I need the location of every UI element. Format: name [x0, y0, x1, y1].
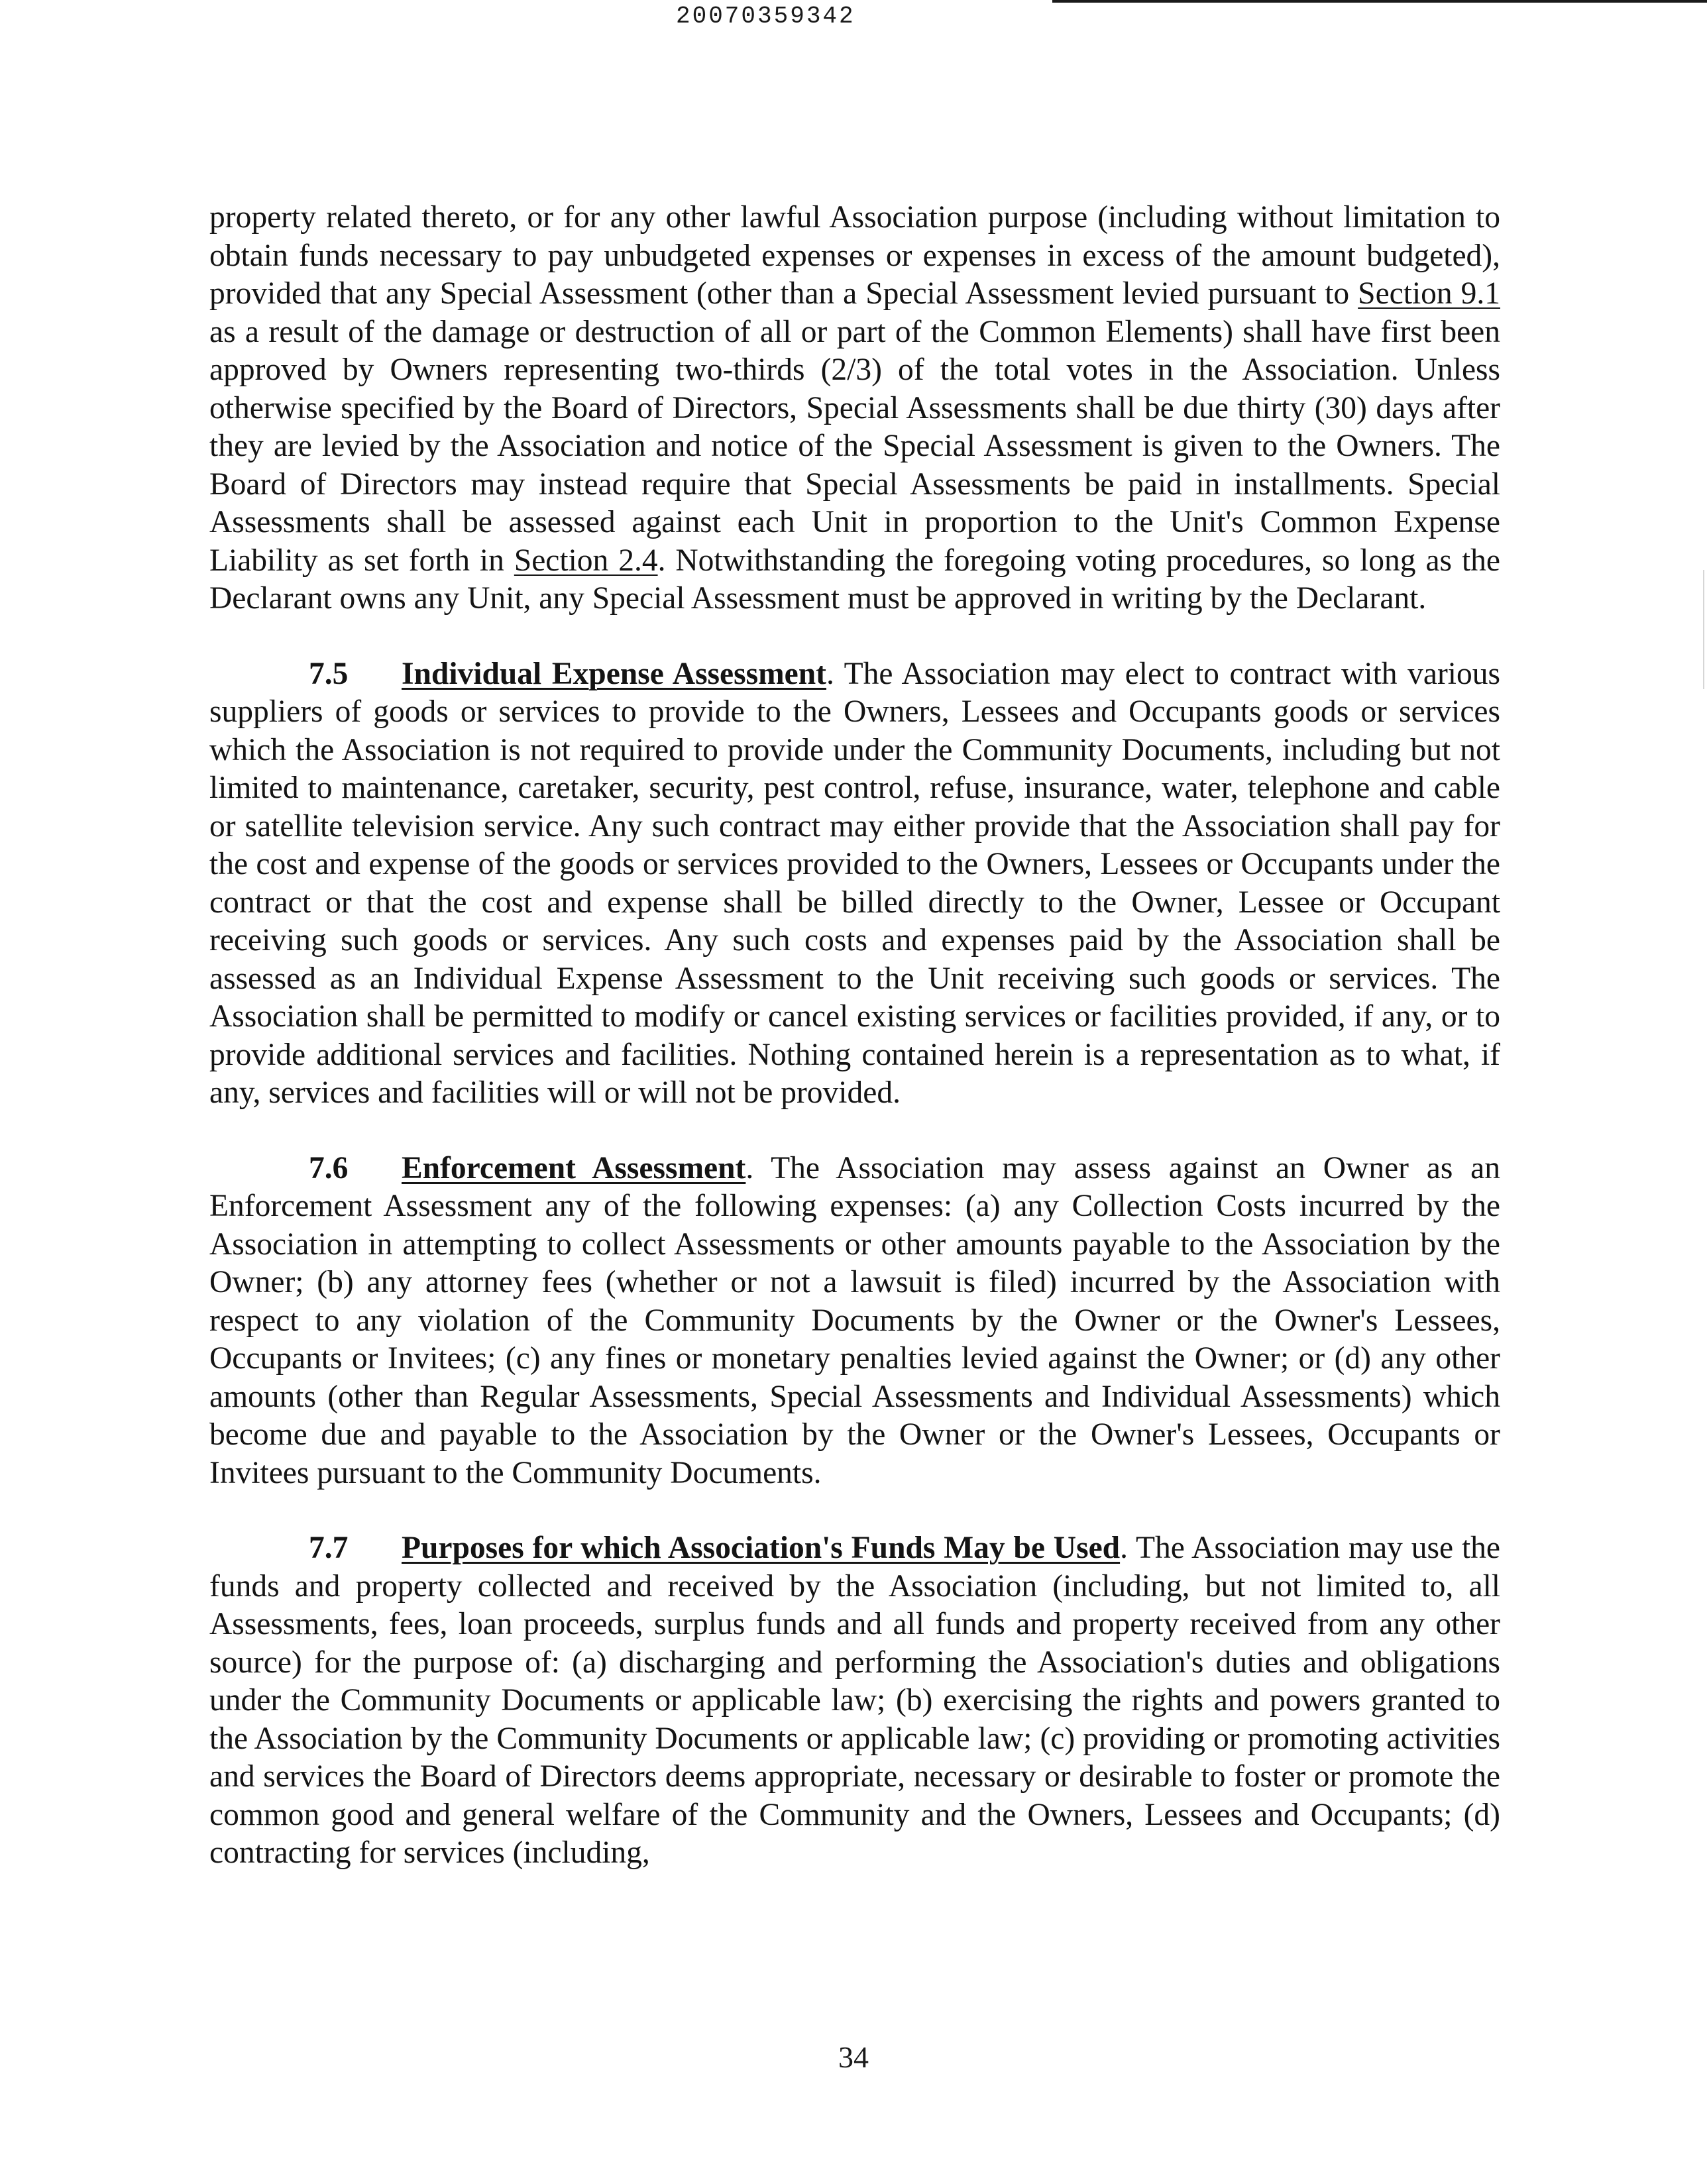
- section-body: . The Association may elect to contract with various suppliers of goods or services to provide to the Owners, Lessees and Occupants goods or services which the Association is not required to provide under the Community Documents, including but not limited to maintenance, caretaker, security, pest control, refuse, insurance, water, telephone and cable or satellite television service. Any such contract may either provide that the Association shall pay for the cost and expense of the goods or services provided to the Owners, Lessees or Occupants under the contract or that the cost and expense shall be billed directly to the Owner, Lessee or Occupant receiving such goods or services. Any such costs and expenses paid by the Association shall be assessed as an Individual Expense Assessment to the Unit receiving such goods or services. The Association shall be permitted to modify or cancel existing services or facilities provided, if any, or to provide additional services and facilities. Nothing contained herein is a representation as to what, if any, services and facilities will or will not be provided.: [209, 656, 1500, 1110]
- section-7-6: [209, 1150, 1500, 1493]
- body-text: [209, 199, 1500, 1910]
- document-number: 20070359342: [676, 3, 855, 30]
- section-body: . The Association may assess against an Owner as an Enforcement Assessment any of the following expenses: (a) any Collection Costs incurred by the Association in attempting to collect Assessments or other amounts payable to the Association by the Owner; (b) any attorney fees (whether or not a lawsuit is filed) incurred by the Association with respect to any violation of the Community Documents by the Owner or the Owner's Lessees, Occupants or Invitees; (c) any fines or monetary penalties levied against the Owner; or (d) any other amounts (other than Regular Assessments, Special Assessments and Individual Assessments) which become due and payable to the Association by the Owner or the Owner's Lessees, Occupants or Invitees pursuant to the Community Documents.: [209, 1150, 1500, 1490]
- continuation-text-a: property related thereto, or for any other lawful Association purpose (including without limitation to obtain funds necessary to pay unbudgeted expenses or expenses in excess of the amount budgeted), provided that any Special Assessment (other than a Special Assessment levied pursuant to: [209, 200, 1500, 311]
- section-heading: Individual Expense Assessment: [402, 656, 826, 691]
- section-reference-2-4: Section 2.4: [514, 543, 658, 578]
- continuation-text-c: . Notwithstanding the foregoing voting procedures, so long as the Declarant owns any Unit, any Special Assessment must be approved in writing by the Declarant.: [209, 543, 1500, 616]
- top-rule: [1052, 0, 1707, 3]
- section-number: 7.6: [309, 1150, 349, 1185]
- continuation-text-b: as a result of the damage or destruction of all or part of the Common Elements) shall have first been approved by Owners representing two-thirds (2/3) of the total votes in the Association. Unless otherwise specified by the Board of Directors, Special Assessments shall be due thirty (30) days after they are levied by the Association and notice of the Special Assessment is given to the Owners. The Board of Directors may instead require that Special Assessments be paid in installments. Special Assessments shall be assessed against each Unit in proportion to the Unit's Common Expense Liability as set forth in: [209, 314, 1500, 578]
- section-number: 7.7: [309, 1531, 349, 1565]
- page-number: 34: [838, 2040, 869, 2074]
- section-7-7: [209, 1529, 1500, 1873]
- section-heading: Purposes for which Association's Funds May be Used: [402, 1531, 1121, 1565]
- section-number: 7.5: [309, 656, 349, 691]
- section-body: . The Association may use the funds and property collected and received by the Association (including, but not limited to, all Assessments, fees, loan proceeds, surplus funds and all funds and property received from any other source) for the purpose of: (a) discharging and performing the Association's duties and obligations under the Community Documents or applicable law; (b) exercising the rights and powers granted to the Association by the Community Documents or applicable law; (c) providing or promoting activities and services the Board of Directors deems appropriate, necessary or desirable to foster or promote the common good and general welfare of the Community and the Owners, Lessees and Occupants; (d) contracting for services (including,: [209, 1531, 1500, 1870]
- scan-edge-mark: [1703, 570, 1704, 689]
- section-7-5: [209, 655, 1500, 1113]
- section-reference-9-1: Section 9.1: [1358, 276, 1500, 311]
- continuation-paragraph: [209, 199, 1500, 618]
- section-heading: Enforcement Assessment: [402, 1150, 746, 1185]
